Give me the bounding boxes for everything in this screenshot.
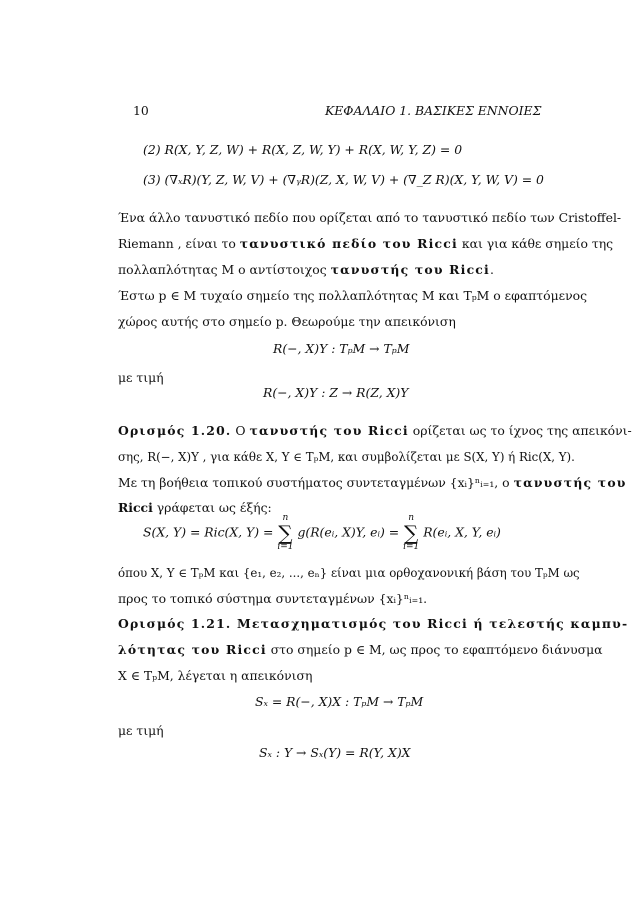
identity-2: (2) R(X, Y, Z, W) + R(X, Z, W, Y) + R(X, W, Y, Z) = 0 — [143, 142, 463, 157]
sum-symbol-1 — [277, 514, 293, 552]
def120-line1-c: ορίζεται ως το ίχνος της απεικόνι- — [408, 423, 632, 438]
term-ricci-tensor: τανυστής του Ricci — [330, 262, 490, 277]
def121-term2: λότητας του Ricci — [118, 642, 267, 657]
para2-line2: χώρος αυτής στο σημείο p. Θεωρούμε την απεικόνιση — [118, 314, 456, 329]
map-value-equation: R(−, X)Y : Z → R(Z, X)Y — [263, 385, 409, 400]
para2-line3: με τιμή — [118, 370, 164, 385]
def120-line1 — [118, 423, 632, 439]
map-equation: R(−, X)Y : TₚM → TₚM — [273, 341, 410, 356]
chapter-header: ΚΕΦΑΛΑΙΟ 1. ΒΑΣΙΚΕΣ ΕΝΝΟΙΕΣ — [325, 103, 542, 118]
para1-line2-a: Riemann , είναι το — [118, 236, 240, 251]
identity-3: (3) (∇ₓR)(Y, Z, W, V) + (∇ᵧR)(Z, X, W, V) + (∇_Z R)(X, Y, W, V) = 0 — [143, 172, 544, 187]
def121-line2-b: στο σημείο p ∈ M, ως προς το εφαπτόμενο διάνυσμα — [266, 642, 603, 657]
def120-line4-b: γράφεται ως έξής: — [152, 500, 272, 515]
sum2-sigma: ∑ — [404, 521, 419, 545]
sum1-top: n — [282, 513, 289, 523]
formula-left: S(X, Y) = Ric(X, Y) = — [143, 524, 278, 540]
sum-symbol-2 — [403, 514, 419, 552]
def121-line3: X ∈ TₚM, λέγεται η απεικόνιση — [118, 668, 313, 683]
def120-line2: σης, R(−, X)Y , για κάθε X, Y ∈ TₚM, και συμβολίζεται με S(X, Y) ή Ric(X, Y). — [118, 450, 575, 464]
page-number: 10 — [133, 103, 149, 118]
def121-line1 — [118, 616, 628, 632]
def120-line5: όπου X, Y ∈ TₚM και {e₁, e₂, ..., eₙ} είναι μια ορθοχανονική βάση του TₚM ως — [118, 566, 580, 580]
def120-label: Ορισμός 1.20. — [118, 423, 232, 438]
def120-term2: τανυστής του — [513, 475, 627, 490]
def121-term: Μετασχηματισμός του Ricci ή τελεστής καμπυ- — [231, 616, 629, 631]
para1-line3-a: πολλαπλότητας M ο αντίστοιχος — [118, 262, 331, 277]
shape-operator-value: Sₓ : Y → Sₓ(Y) = R(Y, X)X — [259, 745, 411, 760]
def120-line3 — [118, 475, 627, 491]
para1-line3 — [118, 262, 494, 278]
para1-line2-c: και για κάθε σημείο της — [457, 236, 614, 251]
para1-line1: Ένα άλλο τανυστικό πεδίο που ορίζεται από το τανυστικό πεδίο των Cristoffel- — [118, 210, 622, 225]
term-ricci-tensor-field: τανυστικό πεδίο του Ricci — [239, 236, 458, 251]
para1-line2 — [118, 236, 613, 252]
sum1-bottom: i=1 — [277, 542, 294, 552]
def121-line4: με τιμή — [118, 723, 164, 738]
def120-line3-a: Με τη βοήθεια τοπικού συστήματος συντεταγμένων {xᵢ}ⁿᵢ₌₁, ο — [118, 475, 514, 490]
ricci-formula — [143, 514, 501, 552]
sum1-sigma: ∑ — [278, 521, 293, 545]
sum2-bottom: i=1 — [403, 542, 420, 552]
para2-line1: Έστω p ∈ M τυχαίο σημείο της πολλαπλότητας M και TₚM ο εφαπτόμενος — [118, 288, 588, 303]
sum2-top: n — [408, 513, 415, 523]
def120-term: τανυστής του Ricci — [249, 423, 409, 438]
shape-operator-map: Sₓ = R(−, X)X : TₚM → TₚM — [255, 694, 424, 709]
def120-line1-a: Ο — [231, 423, 250, 438]
def120-line6: προς το τοπικό σύστημα συντεταγμένων {xᵢ}ⁿᵢ₌₁. — [118, 591, 428, 606]
formula-right: R(eᵢ, X, Y, eᵢ) — [419, 524, 501, 540]
def121-label: Ορισμός 1.21. — [118, 616, 232, 631]
def121-line2 — [118, 642, 603, 658]
def120-ricci: Ricci — [118, 500, 153, 515]
formula-mid: g(R(eᵢ, X)Y, eᵢ) = — [293, 524, 404, 540]
para1-line3-c: . — [489, 262, 494, 277]
